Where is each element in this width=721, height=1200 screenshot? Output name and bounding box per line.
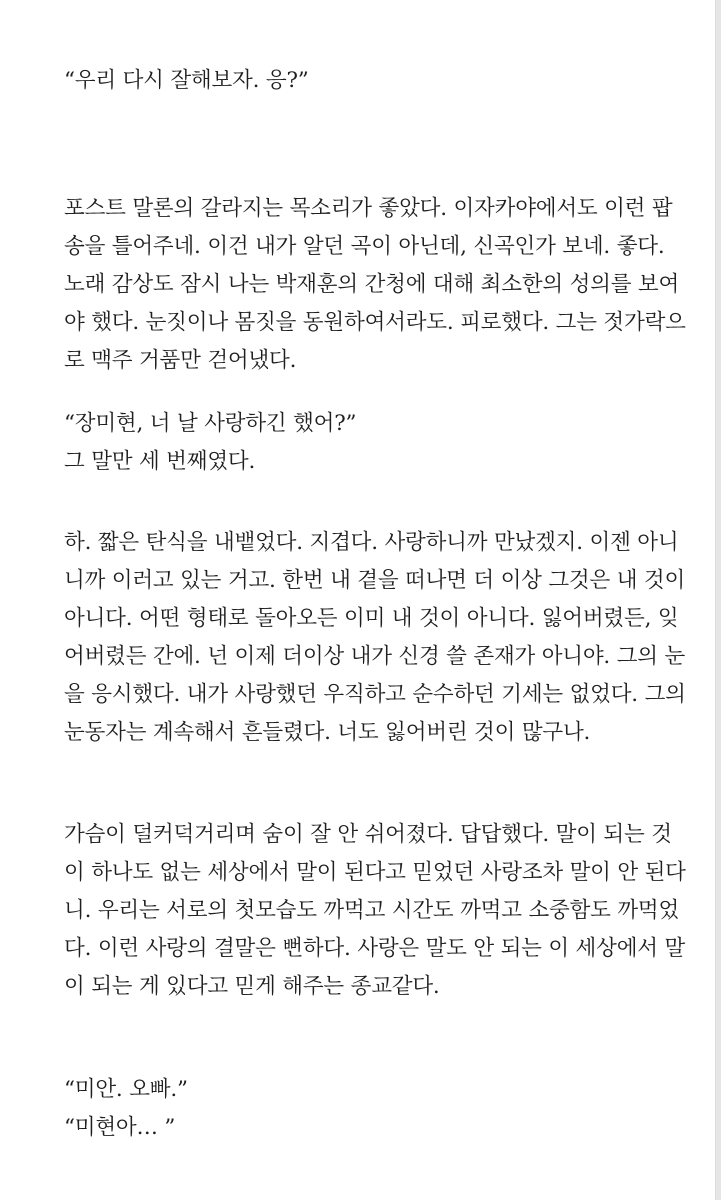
text-line: 어버렸든 간에. 넌 이제 더이상 내가 신경 쓸 존재가 아니야. 그의 눈 <box>64 644 686 669</box>
page-edge <box>716 0 721 1200</box>
paragraph-6 <box>64 1071 704 1147</box>
text-line: 포스트 말론의 갈라지는 목소리가 좋았다. 이자카야에서도 이런 팝 <box>64 196 673 221</box>
text-line: 그 말만 세 번째였다. <box>64 449 256 474</box>
text-line: 야 했다. 눈짓이나 몸짓을 동원하여서라도. 피로했다. 그는 젓가락으 <box>64 310 686 335</box>
text-line: 송을 틀어주네. 이건 내가 알던 곡이 아닌데, 신곡인가 보네. 좋다. <box>64 234 665 259</box>
text-line: 가슴이 덜커덕거리며 숨이 잘 안 쉬어졌다. 답답했다. 말이 되는 것 <box>64 822 672 847</box>
text-line: 니. 우리는 서로의 첫모습도 까먹고 시간도 까먹고 소중함도 까먹었 <box>64 898 680 923</box>
text-line: 니까 이러고 있는 거고. 한번 내 곁을 떠나면 더 이상 그것은 내 것이 <box>64 568 686 593</box>
text-line: 노래 감상도 잠시 나는 박재훈의 간청에 대해 최소한의 성의를 보여 <box>64 272 680 297</box>
text-line: “미안. 오빠.” <box>64 1077 188 1102</box>
paragraph-5 <box>64 816 704 1006</box>
text-line: 이 하나도 없는 세상에서 말이 된다고 믿었던 사랑조차 말이 안 된다 <box>64 860 686 885</box>
paragraph-1 <box>64 62 704 100</box>
text-line: “장미현, 너 날 사랑하긴 했어?” <box>64 411 357 436</box>
text-line: 을 응시했다. 내가 사랑했던 우직하고 순수하던 기세는 없었다. 그의 <box>64 682 686 707</box>
text-line: “우리 다시 잘해보자. 응?” <box>64 68 309 93</box>
text-line: 이 되는 게 있다고 믿게 해주는 종교같다. <box>64 974 440 999</box>
paragraph-3 <box>64 405 704 481</box>
text-line: 하. 짧은 탄식을 내뱉었다. 지겹다. 사랑하니까 만났겠지. 이젠 아니 <box>64 530 679 555</box>
paragraph-2 <box>64 190 704 380</box>
text-line: 다. 이런 사랑의 결말은 뻔하다. 사랑은 말도 안 되는 이 세상에서 말 <box>64 936 686 961</box>
text-line: 눈동자는 계속해서 흔들렸다. 너도 잃어버린 것이 많구나. <box>64 720 591 745</box>
paragraph-4 <box>64 524 704 752</box>
text-line: 로 맥주 거품만 걷어냈다. <box>64 348 297 373</box>
text-line: “미현아… ” <box>64 1115 176 1140</box>
text-line: 아니다. 어떤 형태로 돌아오든 이미 내 것이 아니다. 잃어버렸든, 잊 <box>64 606 679 631</box>
